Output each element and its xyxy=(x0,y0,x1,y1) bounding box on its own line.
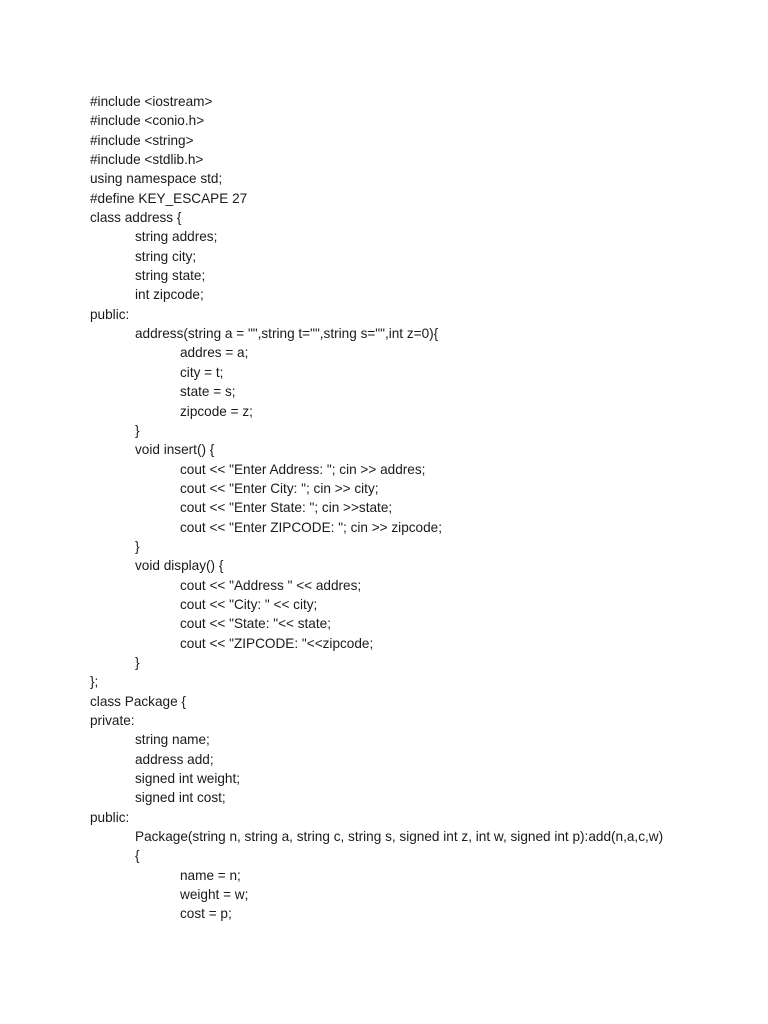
code-line: cout << "Enter ZIPCODE: "; cin >> zipcode; xyxy=(180,519,443,535)
code-line: class Package { xyxy=(90,693,186,709)
code-line: class address { xyxy=(90,210,182,226)
code-line: string state; xyxy=(135,268,206,284)
code-line: #include <iostream> xyxy=(90,94,213,109)
code-line: cout << "City: " << city; xyxy=(180,596,318,612)
code-line: public: xyxy=(90,306,130,322)
code-line: cout << "Enter Address: "; cin >> addres; xyxy=(180,461,426,477)
code-line: cout << "Enter City: "; cin >> city; xyxy=(180,480,379,496)
code-line: string city; xyxy=(135,248,197,264)
code-line: #define KEY_ESCAPE 27 xyxy=(90,190,248,206)
code-line: } xyxy=(135,538,140,554)
code-line: weight = w; xyxy=(180,887,249,903)
code-line: void display() { xyxy=(135,558,224,574)
code-line: signed int weight; xyxy=(135,771,241,787)
code-line: cout << "State: "<< state; xyxy=(180,616,331,632)
code-line: state = s; xyxy=(180,384,236,400)
code-line: } xyxy=(135,654,140,670)
code-line: addres = a; xyxy=(180,345,249,361)
code-line: Package(string n, string a, string c, string s, signed int z, int w, signed int p):add(n,a,c,w) xyxy=(135,829,664,845)
code-line: { xyxy=(135,848,140,864)
code-line: } xyxy=(135,422,140,438)
code-line: string addres; xyxy=(135,229,218,245)
code-line: string name; xyxy=(135,732,210,748)
code-line: cout << "Address " << addres; xyxy=(180,577,362,593)
code-line: name = n; xyxy=(180,867,241,883)
code-line: #include <stdlib.h> xyxy=(90,152,204,168)
code-line: using namespace std; xyxy=(90,171,223,187)
code-line: #include <string> xyxy=(90,132,194,148)
code-line: public: xyxy=(90,809,130,825)
code-line: cost = p; xyxy=(180,906,232,922)
code-line: cout << "ZIPCODE: "<<zipcode; xyxy=(180,635,374,651)
code-line: private: xyxy=(90,713,135,728)
code-line: int zipcode; xyxy=(135,287,204,303)
code-line: zipcode = z; xyxy=(180,403,253,419)
code-line: address add; xyxy=(135,751,214,767)
code-line: }; xyxy=(90,674,99,690)
code-line: cout << "Enter State: "; cin >>state; xyxy=(180,500,393,516)
code-line: #include <conio.h> xyxy=(90,113,205,129)
code-line: city = t; xyxy=(180,364,224,380)
code-line: signed int cost; xyxy=(135,790,226,806)
code-line: address(string a = "",string t="",string s="",int z=0){ xyxy=(135,326,439,342)
code-listing xyxy=(90,92,750,924)
code-line: void insert() { xyxy=(135,442,215,458)
